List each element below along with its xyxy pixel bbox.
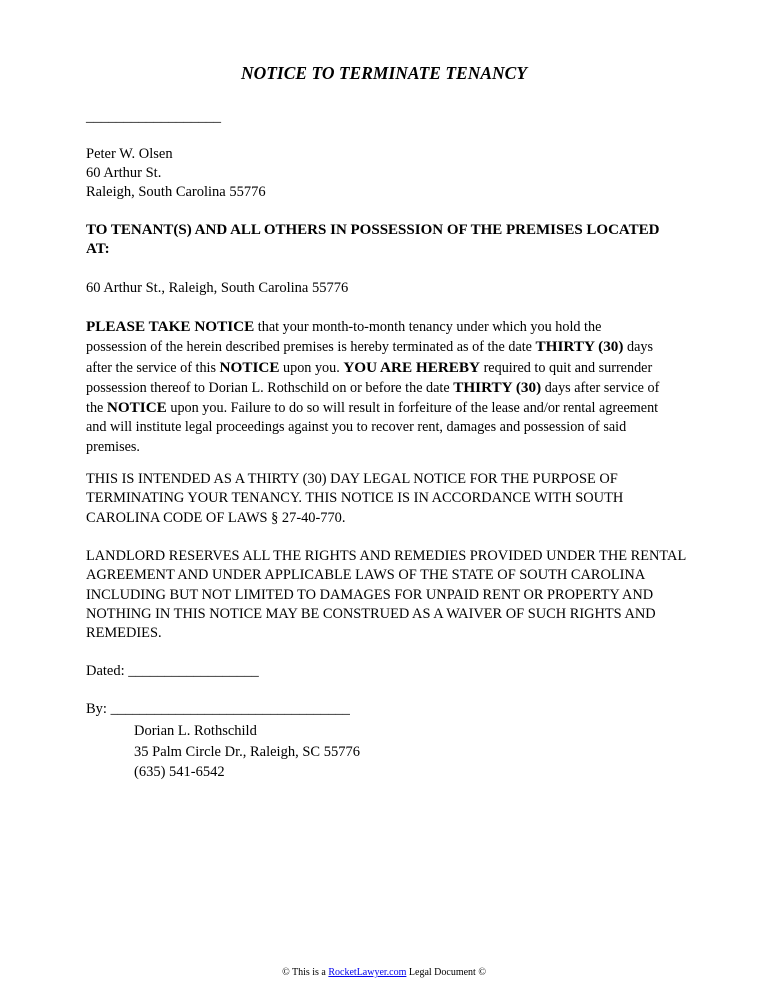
- tenant-street: 60 Arthur St.: [86, 165, 162, 181]
- premises-address: 60 Arthur St., Raleigh, South Carolina 55776: [86, 280, 349, 296]
- signature-line: By: _________________________________: [86, 701, 350, 717]
- premises-heading: TO TENANT(S) AND ALL OTHERS IN POSSESSION OF THE PREMISES LOCATED AT:: [86, 222, 660, 257]
- notice-text-2: days after the service of this: [86, 339, 654, 376]
- notice-word-1: NOTICE: [219, 358, 280, 376]
- notice-word-2: NOTICE: [106, 399, 167, 417]
- footer-suffix: Legal Document ©: [406, 967, 486, 978]
- footer: [0, 966, 768, 980]
- legal-notice-paragraph: THIS IS INTENDED AS A THIRTY (30) DAY LEGAL NOTICE FOR THE PURPOSE OF TERMINATING YOUR TENANCY. THIS NOTICE IS IN ACCORDANCE WITH SOUTH CAROLINA CODE OF LAWS § 27-40-770.: [86, 471, 624, 526]
- notice-text-6: upon you. Failure to do so will result in forfeiture of the lease and/or rental agreement and will institute legal proceedings against you to recover rent, damages and possession of said premises.: [86, 400, 659, 455]
- thirty-days-1: THIRTY (30): [535, 338, 624, 356]
- you-are-hereby: YOU ARE HEREBY: [343, 358, 481, 376]
- notice-text-1: that your month-to-month tenancy under which you hold the possession of the herein described premises is hereby terminated as of the date: [86, 319, 602, 356]
- please-take-notice: PLEASE TAKE NOTICE: [86, 318, 255, 335]
- notice-text-3: upon you.: [279, 359, 344, 376]
- reservation-paragraph: LANDLORD RESERVES ALL THE RIGHTS AND REMEDIES PROVIDED UNDER THE RENTAL AGREEMENT AND UNDER APPLICABLE LAWS OF THE STATE OF SOUTH CAROLINA INCLUDING BUT NOT LIMITED TO DAMAGES FOR UNPAID RENT OR PROPERTY AND NOTHING IN THIS NOTICE MAY BE CONSTRUED AS A WAIVER OF SUCH RIGHTS AND REMEDIES.: [86, 548, 686, 642]
- landlord-address: 35 Palm Circle Dr., Raleigh, SC 55776: [134, 743, 360, 760]
- document-title: NOTICE TO TERMINATE TENANCY: [240, 63, 528, 83]
- notice-text-5: days after service of the: [86, 379, 660, 417]
- top-blank-line: __________________: [86, 109, 221, 125]
- tenant-city-state-zip: Raleigh, South Carolina 55776: [86, 184, 266, 200]
- tenant-address-block: [86, 145, 266, 202]
- landlord-phone: (635) 541-6542: [134, 764, 225, 780]
- rocketlawyer-link[interactable]: RocketLawyer.com: [328, 967, 407, 978]
- dated-line: Dated: __________________: [86, 663, 259, 679]
- notice-paragraph: [86, 317, 664, 457]
- landlord-block: [134, 721, 360, 783]
- thirty-days-2: THIRTY (30): [453, 378, 542, 396]
- notice-text-4: required to quit and surrender possession thereof to Dorian L. Rothschild on or before the date: [86, 359, 653, 396]
- footer-prefix: © This is a: [282, 967, 329, 978]
- tenant-name: Peter W. Olsen: [86, 146, 173, 162]
- landlord-name: Dorian L. Rothschild: [134, 723, 257, 739]
